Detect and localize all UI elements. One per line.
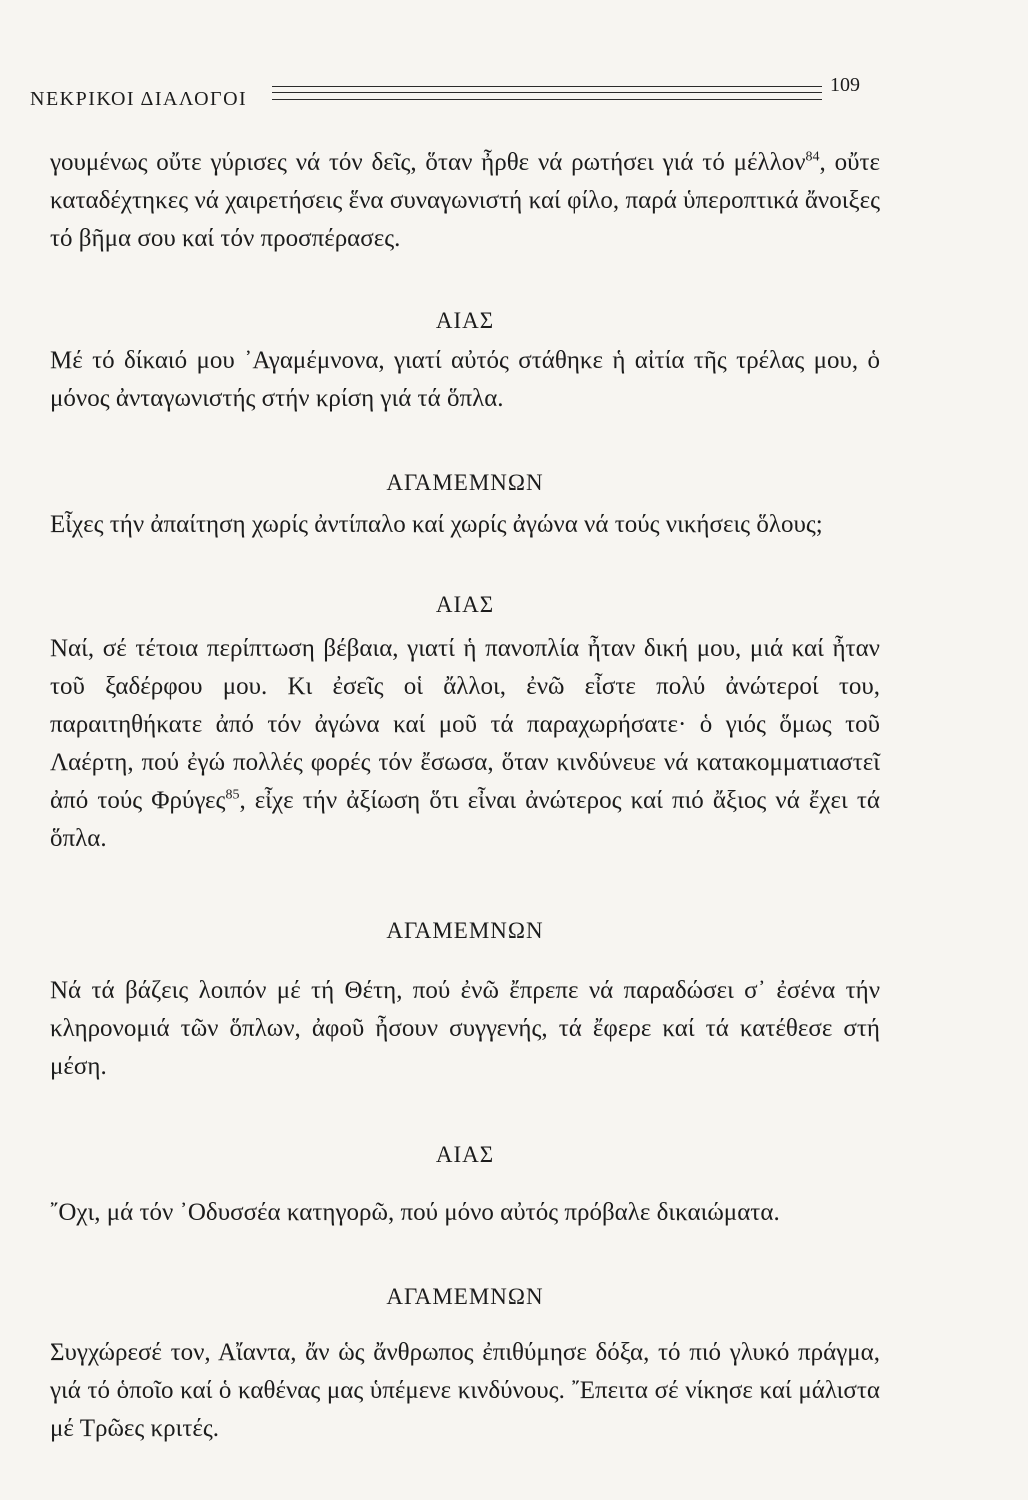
paragraph-4 [50, 630, 880, 858]
paragraph-3: Εἶχες τήν ἀπαίτηση χωρίς ἀντίπαλο καί χωρίς ἀγώνα νά τούς νικήσεις ὅλους; [50, 511, 823, 538]
page-number: 109 [830, 74, 860, 96]
paragraph-1-part-b: , οὔτε καταδέχτηκες νά χαιρετήσεις ἕνα συναγωνιστή καί φίλο, παρά ὑπεροπτικά ἄνοιξες τό βῆμα σου καί τόν προσπέρασες. [50, 149, 880, 252]
speaker-heading: ΑΓΑΜΕΜΝΩΝ [386, 918, 544, 943]
paragraph-1-part-a: γουμένως οὔτε γύρισες νά τόν δεῖς, ὅταν ἦρθε νά ρωτήσει γιά τό μέλλον [50, 149, 806, 176]
footnote-ref-84: 84 [805, 149, 820, 165]
speaker-heading: ΑΙΑΣ [435, 592, 495, 617]
book-title: ΝΕΚΡΙΚΟΙ ΔΙΑΛΟΓΟΙ [30, 88, 248, 110]
footnote-ref-85: 85 [225, 787, 240, 803]
paragraph-6: ῎Οχι, μά τόν ᾿Οδυσσέα κατηγορῶ, πού μόνο αὐτός πρόβαλε δικαιώματα. [50, 1199, 780, 1226]
speaker-heading: ΑΙΑΣ [435, 1142, 495, 1167]
speaker-heading: ΑΓΑΜΕΜΝΩΝ [386, 1284, 544, 1309]
header-rule [272, 86, 822, 100]
paragraph-4-part-a: Ναί, σέ τέτοια περίπτωση βέβαια, γιατί ἡ πανοπλία ἦταν δική μου, μιά καί ἦταν τοῦ ξαδέρφου μου. Κι ἐσεῖς οἱ ἄλλοι, ἐνῶ εἶστε πολύ ἀνώτεροί του, παραιτηθήκατε ἀπό τόν ἀγώνα καί μοῦ τά παραχωρήσατε· ὁ γιός ὅμως τοῦ Λαέρτη, πού ἐγώ πολλές φορές τόν ἔσωσα, ὅταν κινδύνευε νά κατακομματιαστεῖ ἀπό τούς Φρύγες [50, 635, 880, 814]
dialogue-text [50, 140, 880, 1448]
paragraph-5: Νά τά βάζεις λοιπόν μέ τή Θέτη, πού ἐνῶ ἔπρεπε νά παραδώσει σ᾿ ἐσένα τήν κληρονομιά τῶν ὅπλων, ἀφοῦ ἦσουν συγγενής, τά ἔφερε καί τά κατέθεσε στή μέση. [50, 977, 880, 1080]
paragraph-1 [50, 144, 880, 258]
paragraph-2: Μέ τό δίκαιό μου ᾿Αγαμέμνονα, γιατί αὐτός στάθηκε ἡ αἰτία τῆς τρέλας μου, ὁ μόνος ἀνταγωνιστής στήν κρίση γιά τά ὅπλα. [50, 347, 880, 412]
paragraph-4-part-b: , εἶχε τήν ἀξίωση ὅτι εἶναι ἀνώτερος καί πιό ἄξιος νά ἔχει τά ὅπλα. [50, 787, 880, 852]
speaker-heading: ΑΓΑΜΕΜΝΩΝ [386, 470, 544, 495]
paragraph-7: Συγχώρεσέ τον, Αἴαντα, ἄν ὡς ἄνθρωπος ἐπιθύμησε δόξα, τό πιό γλυκό πράγμα, γιά τό ὁποῖο καί ὁ καθένας μας ὑπέμενε κινδύνους. ῎Επειτα σέ νίκησε καί μάλιστα μέ Τρῶες κριτές. [50, 1339, 880, 1442]
speaker-heading: ΑΙΑΣ [435, 308, 495, 333]
running-head [30, 74, 860, 120]
